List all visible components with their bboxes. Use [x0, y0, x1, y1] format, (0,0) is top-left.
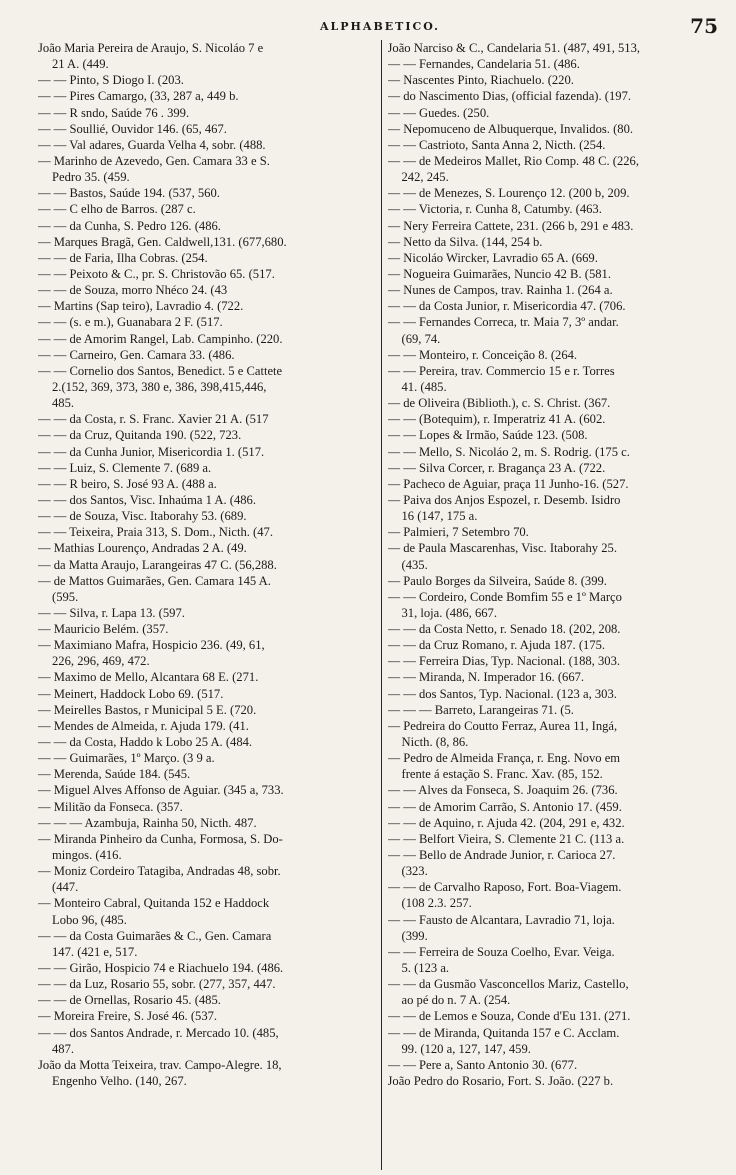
directory-entry-line: — — Bello de Andrade Junior, r. Carioca 27. [387, 848, 616, 863]
directory-entry-line: — — Pere a, Santo Antonio 30. (677. [387, 1057, 578, 1072]
directory-entry-line: 5. (123 a. [401, 961, 450, 976]
directory-entry-line: — — da Cruz, Quitanda 190. (522, 723. [38, 428, 242, 443]
directory-entry-line: — Nunes de Campos, trav. Rainha 1. (264 a. [387, 283, 613, 298]
directory-entry-line: — — Carneiro, Gen. Camara 33. (486. [38, 347, 235, 362]
directory-entry-line: mingos. (416. [52, 848, 122, 863]
directory-entry-line: — Nascentes Pinto, Riachuelo. (220. [387, 73, 574, 88]
directory-entry-line: — — Peixoto & C., pr. S. Christovão 65. (517. [38, 266, 275, 281]
directory-entry-line: — Nogueira Guimarães, Nuncio 42 B. (581. [387, 266, 611, 281]
directory-entry-line: 487. [52, 1041, 75, 1056]
directory-entry-line: 242, 245. [401, 170, 449, 185]
directory-entry-line: 485. [52, 396, 75, 411]
directory-entry-line: — de Oliveira (Biblioth.), c. S. Christ. (367. [387, 396, 611, 411]
directory-entry-line: 226, 296, 469, 472. [52, 654, 150, 669]
directory-entry-line: (69, 74. [401, 331, 441, 346]
directory-entry-line: — — da Costa, Haddo k Lobo 25 A. (484. [38, 735, 253, 750]
directory-entry-line: — — Bastos, Saúde 194. (537, 560. [38, 186, 220, 201]
directory-entry-line: — — dos Santos Andrade, r. Mercado 10. (485, [38, 1025, 279, 1040]
directory-entry-line: — — Teixeira, Praia 313, S. Dom., Nicth. (47. [38, 525, 273, 540]
directory-entry-line: — Mathias Lourenço, Andradas 2 A. (49. [38, 541, 247, 556]
directory-entry-line: 31, loja. (486, 667. [401, 605, 497, 620]
directory-entry-line: — Mendes de Almeida, r. Ajuda 179. (41. [38, 718, 249, 733]
directory-entry-line: João Pedro do Rosario, Fort. S. João. (227 b. [387, 1074, 614, 1088]
directory-entry-line: — — de Souza, morro Nhéco 24. (43 [38, 283, 228, 298]
directory-entry-line: — — Lopes & Irmão, Saúde 123. (508. [387, 428, 588, 443]
directory-entry-line: Pedro 35. (459. [52, 170, 130, 185]
directory-entry-line: — — Victoria, r. Cunha 8, Catumby. (463. [387, 202, 602, 217]
directory-entry-line: — Mauricio Belém. (357. [38, 622, 169, 637]
directory-entry-line: — Martins (Sap teiro), Lavradio 4. (722. [38, 299, 244, 314]
directory-entry-line: — Miguel Alves Affonso de Aguiar. (345 a, 733. [38, 783, 284, 798]
directory-entry-line: — Pacheco de Aguiar, praça 11 Junho-16. (527. [387, 476, 629, 491]
directory-entry-line: (435. [401, 557, 428, 572]
running-title: ALPHABETICO. [319, 20, 440, 33]
directory-entry-line: Nicth. (8, 86. [401, 735, 469, 750]
directory-entry-line: 99. (120 a, 127, 147, 459. [401, 1041, 531, 1056]
directory-entry-line: — Maximo de Mello, Alcantara 68 E. (271. [38, 670, 259, 685]
directory-entry-line: — — da Gusmão Vasconcellos Mariz, Castello, [387, 977, 629, 992]
page-header [38, 14, 722, 40]
directory-entry-line: — — de Amorim Carrão, S. Antonio 17. (459. [387, 799, 622, 814]
directory-entry-line: Engenho Velho. (140, 267. [52, 1074, 187, 1088]
directory-entry-line: — Moreira Freire, S. José 46. (537. [38, 1009, 218, 1024]
directory-entry-line: frente á estação S. Franc. Xav. (85, 152. [401, 767, 603, 782]
directory-entry-line: João Maria Pereira de Araujo, S. Nicoláo 7 e [38, 41, 264, 55]
directory-entry-line: — — Monteiro, r. Conceição 8. (264. [387, 347, 578, 362]
directory-entry-line: — — Fernandes, Candelaria 51. (486. [387, 57, 580, 72]
directory-entry-line: — Meirelles Bastos, r Municipal 5 E. (720. [38, 702, 257, 717]
directory-entry-line: — — Silva Corcer, r. Bragança 23 A. (722. [387, 460, 606, 475]
directory-entry-line: — — de Faria, Ilha Cobras. (254. [38, 250, 208, 265]
directory-entry-line: — — Guimarães, 1º Março. (3 9 a. [38, 751, 215, 766]
directory-entry-line: — — Ferreira de Souza Coelho, Evar. Veiga. [387, 944, 615, 959]
directory-entry-line: — — — Azambuja, Rainha 50, Nicth. 487. [38, 815, 257, 830]
directory-entry-line: — — de Lemos e Souza, Conde d'Eu 131. (271. [387, 1009, 631, 1024]
directory-entry-line: — Monteiro Cabral, Quitanda 152 e Haddock [38, 896, 270, 911]
right-column [388, 40, 723, 1170]
directory-entry-line: — — Soullié, Ouvidor 146. (65, 467. [38, 121, 227, 136]
directory-entry-line: — — Luiz, S. Clemente 7. (689 a. [38, 460, 212, 475]
directory-entry-line: 147. (421 e, 517. [52, 944, 138, 959]
directory-entry-line: — Nicoláo Wircker, Lavradio 65 A. (669. [387, 250, 598, 265]
directory-entry-line: — Paulo Borges da Silveira, Saúde 8. (399. [387, 573, 607, 588]
directory-entry-line: — — Mello, S. Nicoláo 2, m. S. Rodrig. (175 c. [387, 444, 630, 459]
directory-entry-line: 21 A. (449. [52, 57, 109, 72]
two-column-body [38, 40, 722, 1170]
directory-entry-line: — de Paula Mascarenhas, Visc. Itaborahy 25. [387, 541, 617, 556]
directory-entry-line: — — dos Santos, Visc. Inhaúma 1 A. (486. [38, 492, 256, 507]
directory-entry-line: — — Silva, r. Lapa 13. (597. [38, 605, 185, 620]
directory-entry-line: — — (s. e m.), Guanabara 2 F. (517. [38, 315, 223, 330]
directory-entry-line: — Pedreira do Coutto Ferraz, Aurea 11, Ingá, [387, 718, 618, 733]
directory-entry-line: — da Matta Araujo, Larangeiras 47 C. (56,288. [38, 557, 277, 572]
directory-entry-line: 16 (147, 175 a. [401, 509, 478, 524]
directory-entry-line: — — Guedes. (250. [387, 105, 490, 120]
left-column [38, 40, 373, 1170]
directory-entry-line: — — Cornelio dos Santos, Benedict. 5 e Cattete [38, 363, 283, 378]
directory-entry-line: — Palmieri, 7 Setembro 70. [387, 525, 529, 540]
directory-entry-line: — Miranda Pinheiro da Cunha, Formosa, S. Do- [38, 831, 283, 846]
column-divider [381, 40, 382, 1170]
directory-entry-line: — Meinert, Haddock Lobo 69. (517. [38, 686, 224, 701]
directory-entry-line: — — Pereira, trav. Commercio 15 e r. Torres [387, 363, 615, 378]
directory-entry-line: — — de Amorim Rangel, Lab. Campinho. (220. [38, 331, 283, 346]
directory-entry-line: — — Ferreira Dias, Typ. Nacional. (188, 303. [387, 654, 621, 669]
directory-entry-line: — de Mattos Guimarães, Gen. Camara 145 A. [38, 573, 271, 588]
directory-entry-line: — Militão da Fonseca. (357. [38, 799, 183, 814]
directory-entry-line: — — da Cunha, S. Pedro 126. (486. [38, 218, 221, 233]
directory-entry-line: — Paiva dos Anjos Espozel, r. Desemb. Isidro [387, 492, 621, 507]
directory-entry-line: — do Nascimento Dias, (official fazenda). (197. [387, 89, 632, 104]
directory-entry-line: — — Pinto, S Diogo I. (203. [38, 73, 184, 88]
directory-entry-line: — — Cordeiro, Conde Bomfim 55 e 1º Março [387, 589, 622, 604]
directory-entry-line: — — de Carvalho Raposo, Fort. Boa-Viagem. [387, 880, 622, 895]
directory-entry-line: — — de Medeiros Mallet, Rio Comp. 48 C. (226, [387, 153, 640, 168]
directory-entry-line: — — da Costa Netto, r. Senado 18. (202, 208. [387, 622, 621, 637]
directory-entry-line: — Nery Ferreira Cattete, 231. (266 b, 291 e 483. [387, 218, 634, 233]
directory-entry-line: — Netto da Silva. (144, 254 b. [387, 234, 543, 249]
directory-entry-line: João Narciso & C., Candelaria 51. (487, 491, 513, [387, 41, 641, 55]
directory-entry-line: (323. [401, 864, 428, 879]
directory-entry-line: — Maximiano Mafra, Hospicio 236. (49, 61, [38, 638, 265, 653]
directory-entry-line: — — Fernandes Correca, tr. Maia 7, 3º andar. [387, 315, 619, 330]
directory-entry-line: — — R beiro, S. José 93 A. (488 a. [38, 476, 217, 491]
directory-entry-line: — — dos Santos, Typ. Nacional. (123 a, 303. [387, 686, 617, 701]
directory-entry-line: — — de Menezes, S. Lourenço 12. (200 b, 209. [387, 186, 630, 201]
directory-entry-line: — — de Souza, Visc. Itaborahy 53. (689. [38, 509, 247, 524]
page-number: 75 [690, 14, 718, 38]
directory-entry-line: — Pedro de Almeida França, r. Eng. Novo em [387, 751, 621, 766]
directory-entry-line: 2.(152, 369, 373, 380 e, 386, 398,415,446, [52, 379, 267, 394]
directory-entry-line: — — Fausto de Alcantara, Lavradio 71, loja. [387, 912, 615, 927]
directory-entry-line: ao pé do n. 7 A. (254. [401, 993, 511, 1008]
directory-entry-line: 41. (485. [401, 379, 447, 394]
directory-entry-line: — — da Costa, r. S. Franc. Xavier 21 A. (517 [38, 412, 269, 427]
directory-entry-line: — — da Luz, Rosario 55, sobr. (277, 357, 447. [38, 977, 276, 992]
directory-entry-line: — Marques Bragã, Gen. Caldwell,131. (677,680. [38, 234, 287, 249]
directory-entry-line: (447. [52, 880, 79, 895]
directory-entry-line: — — Girão, Hospicio 74 e Riachuelo 194. (486. [38, 961, 284, 976]
directory-entry-line: — — (Botequim), r. Imperatriz 41 A. (602. [387, 412, 606, 427]
directory-entry-line: — — Alves da Fonseca, S. Joaquim 26. (736. [387, 783, 618, 798]
directory-entry-line: — — Val adares, Guarda Velha 4, sobr. (488. [38, 137, 266, 152]
directory-entry-line: — — da Costa Guimarães & C., Gen. Camara [38, 928, 272, 943]
directory-entry-line: (399. [401, 928, 428, 943]
directory-entry-line: — Merenda, Saúde 184. (545. [38, 767, 191, 782]
directory-entry-line: — Nepomuceno de Albuquerque, Invalidos. (80. [387, 121, 634, 136]
directory-entry-line: — — de Aquino, r. Ajuda 42. (204, 291 e, 432. [387, 815, 625, 830]
directory-entry-line: — Moniz Cordeiro Tatagiba, Andradas 48, sobr. [38, 864, 281, 879]
directory-entry-line: João da Motta Teixeira, trav. Campo-Alegre. 18, [38, 1057, 282, 1072]
directory-entry-line: — — Belfort Vieira, S. Clemente 21 C. (113 a. [387, 831, 625, 846]
directory-entry-line: — — Castrioto, Santa Anna 2, Nicth. (254. [387, 137, 606, 152]
directory-entry-line: — — de Ornellas, Rosario 45. (485. [38, 993, 221, 1008]
directory-entry-line: (595. [52, 589, 79, 604]
directory-entry-line: — — Pires Camargo, (33, 287 a, 449 b. [38, 89, 239, 104]
directory-entry-line: — Marinho de Azevedo, Gen. Camara 33 e S. [38, 153, 270, 168]
directory-entry-line: — — C elho de Barros. (287 c. [38, 202, 196, 217]
directory-entry-line: — — — Barreto, Larangeiras 71. (5. [387, 702, 574, 717]
directory-entry-line: — — de Miranda, Quitanda 157 e C. Acclam. [387, 1025, 620, 1040]
directory-entry-line: — — da Costa Junior, r. Misericordia 47. (706. [387, 299, 626, 314]
directory-entry-line: — — da Cunha Junior, Misericordia 1. (517. [38, 444, 265, 459]
directory-entry-line: — — R sndo, Saúde 76 . 399. [38, 105, 190, 120]
directory-entry-line: Lobo 96, (485. [52, 912, 127, 927]
directory-entry-line: — — da Cruz Romano, r. Ajuda 187. (175. [387, 638, 606, 653]
directory-entry-line: — — Miranda, N. Imperador 16. (667. [387, 670, 585, 685]
directory-entry-line: (108 2.3. 257. [401, 896, 472, 911]
